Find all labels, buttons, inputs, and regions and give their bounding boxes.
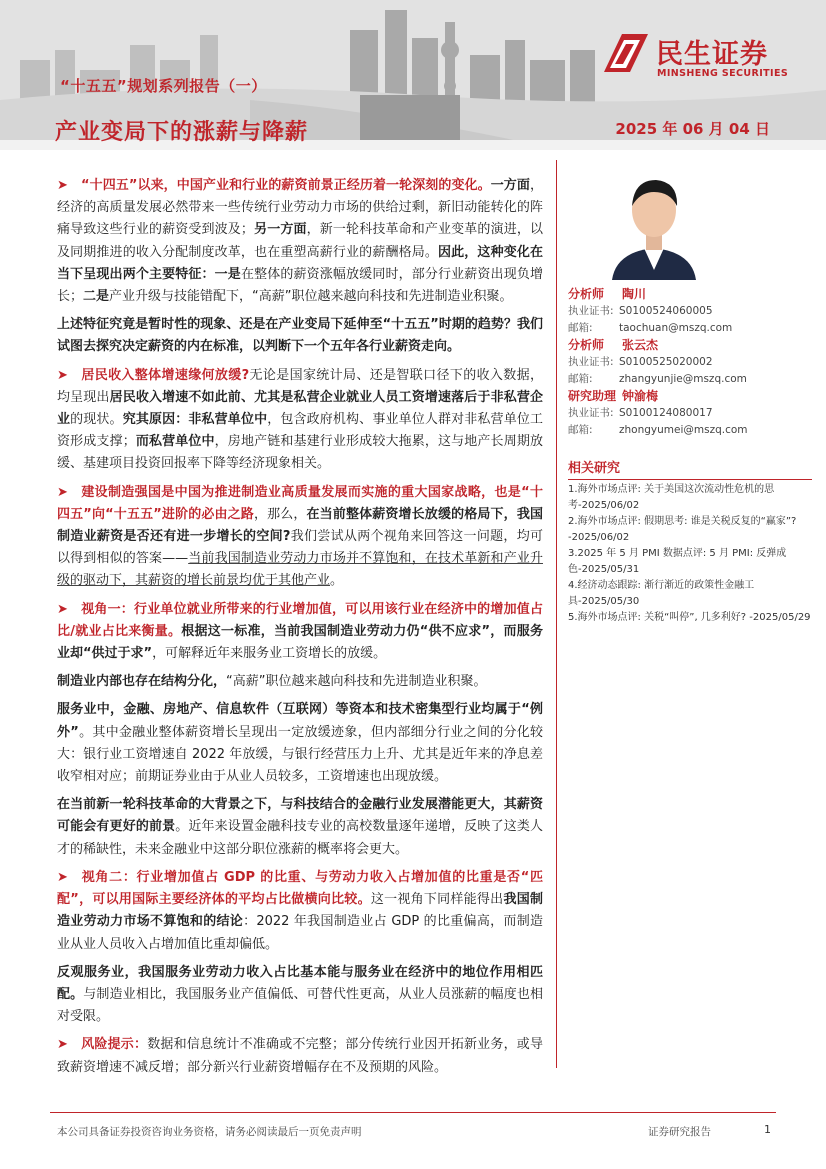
text-run: 我们尝试从两个视角来回答这一问题，均可以得到相似的答案—— [57,529,543,567]
text-run: 数据和信息统计不准确或不完整；部分传统行业因开拓新业务，或导致薪资增速不减反增；部分新兴行业薪资增幅存在不及预期的风险。 [57,1037,543,1075]
email-label: 邮箱: [568,322,593,334]
analyst-role: 研究助理 [568,389,617,403]
text-run: 二是 [83,289,110,305]
text-run: 根据这一标准，当前我国制造业劳动力仍“供不应求”，而服务业却“供过于求” [57,623,544,662]
text-run: 居民收入整体增速缘何放缓? [81,367,250,383]
summary-paragraph [57,794,543,861]
analyst-card [568,388,808,439]
analyst-name: 陶川 [622,287,647,301]
cert-label: 执业证书: [568,356,614,368]
related-research-list [568,482,812,627]
summary-paragraph [57,482,543,593]
bullet-arrow-icon: ➤ [57,367,68,383]
logo-english-name: MINSHENG SECURITIES [657,68,789,79]
text-run: ，房地产链和基建行业形成较大拖累，这与地产长周期放缓、基建项目投资回报率下降等经济现象相关。 [57,434,543,472]
analyst-email[interactable]: taochuan@mszq.com [619,322,733,334]
text-run: 风险提示： [81,1037,148,1053]
analyst-email[interactable]: zhongyumei@mszq.com [619,424,748,436]
text-run: 建设制造强国是中国为推进制造业高质量发展而实施的重大国家战略，也是“十四五”向“十五五”进阶的必由之路 [57,484,543,522]
text-run: 无论是国家统计局、还是智联口径下的收入数据，均呈现出 [57,367,543,405]
related-research-item[interactable]: 5.海外市场点评: 关税“叫停”, 几多利好? -2025/05/29 [568,612,811,623]
text-run: 产业升级与技能错配下，“高薪”职位越来越向科技和先进制造业积聚。 [109,289,513,305]
text-run: 上述特征究竟是暂时性的现象、还是在产业变局下延伸至“十五五”时期的趋势？我们试图去探究决定薪资的内在标准，以判断下一个五年各行业薪资走向。 [57,317,543,355]
text-run: 我国制造业劳动力市场不算饱和的结论 [57,892,543,930]
summary-paragraph [57,314,543,358]
text-run: 视角二：行业增加值占 GDP 的比重、与劳动力收入占增加值的比重是否“匹配”，可以用国际主要经济体的平均占比做横向比较。 [57,869,543,908]
analyst-photo [604,160,704,280]
analyst-card [568,286,808,337]
cert-label: 执业证书: [568,305,614,317]
text-run: 一方面 [490,178,530,193]
analyst-card [568,337,808,388]
text-run: ，那么， [253,506,307,522]
text-run: 。其中金融业整体薪资增长呈现出一定放缓迹象，但内部细分行业之间的分化较大：银行业工资增速自 2022 年放缓，与银行经营压力上升、尤其是近年来的净息差收窄相对应；前期证券业由于从业人员较多，工资增速也出现放缓。 [57,724,543,785]
footer-doc-type: 证券研究报告 [648,1126,711,1138]
text-run: 当前我国制造业劳动力市场并不算饱和，在技术革新和产业升级的驱动下，其薪资的增长前景均优于其他产业 [57,551,543,589]
text-run: 反观服务业，我国服务业劳动力收入占比基本能与服务业在经济中的地位作用相匹配。 [57,964,543,1002]
related-research-item[interactable]: 3.2025 年 5 月 PMI 数据点评: 5 月 PMI: 反弹成色-2025/05/31 [568,548,787,575]
cert-number: S0100124080017 [619,407,713,419]
summary-paragraph [57,365,543,476]
text-run: 视角一：行业单位就业所带来的行业增加值，可以用该行业在经济中的增加值占比/就业占比来衡量。 [57,601,543,639]
text-run: 在当前整体薪资增长放缓的格局下，我国制造业薪资是否还有进一步增长的空间? [57,506,543,545]
analyst-role: 分析师 [568,338,605,352]
summary-paragraph [57,1034,543,1078]
report-title: 产业变局下的涨薪与降薪 [55,120,309,145]
logo-mark-icon [600,28,652,78]
cert-number: S0100525020002 [619,356,713,368]
bullet-arrow-icon: ➤ [57,484,68,500]
text-run: “十四五”以来，中国产业和行业的薪资前景正经历着一轮深刻的变化。 [81,178,491,193]
summary-paragraph [57,671,543,693]
text-run: 的现状。 [70,412,123,428]
text-run: 。近年来设置金融科技专业的高校数量逐年递增，反映了这类人才的稀缺性，未来金融业中这部分职位涨薪的概率将会更大。 [57,819,543,857]
text-run: 另一方面 [253,222,307,238]
related-research-item[interactable]: 1.海外市场点评: 关于美国这次流动性危机的思考-2025/06/02 [568,484,775,511]
analyst-name: 钟渝梅 [622,389,659,403]
text-run: ，经济的高质量发展必然带来一些传统行业劳动力市场的供给过剩，新旧动能转化的阵痛导致这些行业的薪资受到波及； [57,178,543,238]
analyst-list [568,286,808,439]
cert-label: 执业证书: [568,407,614,419]
bullet-arrow-icon: ➤ [57,601,68,617]
bullet-arrow-icon: ➤ [57,1037,68,1053]
bullet-arrow-icon: ➤ [57,869,68,885]
page-number: 1 [764,1123,771,1136]
text-run: 。 [330,573,344,589]
summary-body [57,175,543,1085]
header-banner [0,0,826,150]
analyst-email[interactable]: zhangyunjie@mszq.com [619,373,747,385]
text-run: 在当前新一轮科技革命的大背景之下，与科技结合的金融行业发展潜能更大，其薪资可能会有更好的前景 [57,797,543,835]
summary-paragraph [57,175,543,308]
company-logo [600,28,810,88]
cert-number: S0100524060005 [619,305,713,317]
column-divider [556,160,557,1068]
analyst-name: 张云杰 [622,338,659,352]
text-run: 制造业内部也存在结构分化， [57,674,227,690]
report-series: “十五五”规划系列报告（一） [60,77,267,95]
bullet-arrow-icon: ➤ [57,178,68,193]
text-run: ，新一轮科技革命和产业变革的演进，以及同期推进的收入分配制度改革，也在重塑高薪行业的薪酬格局。 [57,222,543,260]
email-label: 邮箱: [568,424,593,436]
related-research-item[interactable]: 4.经济动态跟踪: 渐行渐近的政策性金融工具-2025/05/30 [568,580,755,607]
report-date: 2025 年 06 月 04 日 [615,120,770,138]
email-label: 邮箱: [568,373,593,385]
summary-paragraph [57,599,543,666]
logo-chinese-name: 民生证券 [656,39,768,70]
related-research-item[interactable]: 2.海外市场点评: 假期思考: 谁是关税反复的“赢家”? -2025/06/02 [568,516,797,543]
text-run: ，可解释近年来服务业工资增长的放缓。 [152,646,387,662]
text-run: 究其原因：非私营单位中 [122,412,268,428]
text-run: 服务业中，金融、房地产、信息软件（互联网）等资本和技术密集型行业均属于“例外” [57,702,543,740]
text-run: 在整体的薪资涨幅放缓同时，部分行业薪资出现负增长； [57,266,543,305]
related-research-heading: 相关研究 [568,457,812,480]
analyst-role: 分析师 [568,287,605,301]
text-run: 而私营单位中 [135,434,215,450]
footer-disclaimer: 本公司具备证券投资咨询业务资格，请务必阅读最后一页免责声明 [57,1126,362,1138]
text-run: ：2022 年我国制造业占 GDP 的比重偏高，而制造业从业人员收入占增加值比重却偏低。 [57,914,543,952]
footer-divider [50,1112,776,1113]
text-run: 这一视角下同样能得出 [370,892,504,908]
text-run: 与制造业相比，我国服务业产值偏低、可替代性更高，从业人员涨薪的幅度也相对受限。 [57,986,543,1025]
summary-paragraph [57,699,543,788]
text-run: 居民收入增速不如此前、尤其是私营企业就业人员工资增速落后于非私营企业 [57,389,543,428]
summary-paragraph [57,867,543,956]
text-run: “高薪”职位越来越向科技和先进制造业积聚。 [226,674,487,690]
text-run: ，包含政府机构、事业单位人群对非私营单位工资形成支撑； [57,412,543,450]
summary-paragraph [57,962,543,1029]
text-run: 因此，这种变化在当下呈现出两个主要特征：一是 [57,244,543,282]
